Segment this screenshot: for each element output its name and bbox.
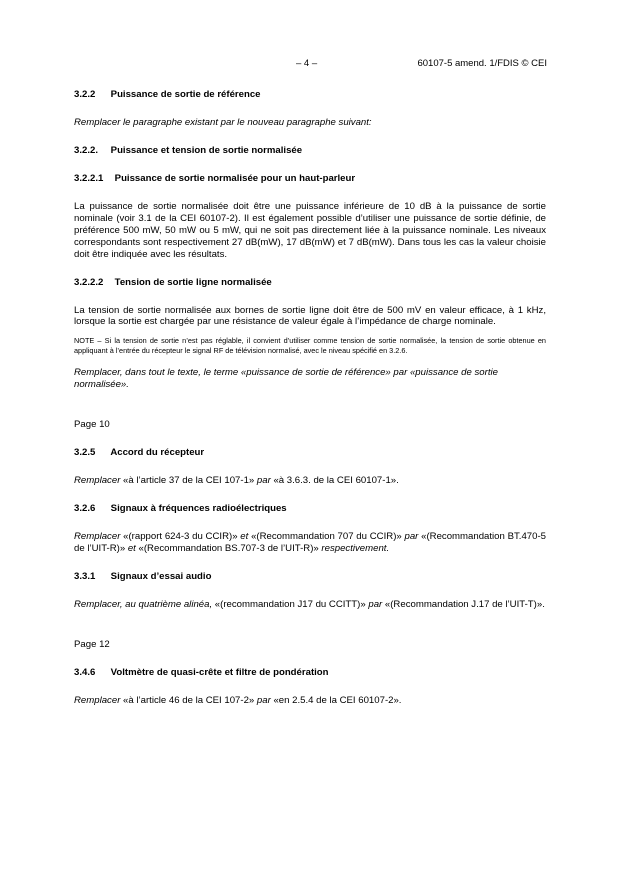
replace-word: Remplacer <box>74 694 121 706</box>
old-text-1: «(rapport 624-3 du CCIR)» <box>120 530 241 542</box>
section-number: 3.2.5 <box>74 446 96 458</box>
document-reference: 60107-5 amend. 1/FDIS © CEI <box>417 58 547 69</box>
section-number: 3.2.2 <box>74 89 96 100</box>
section-number: 3.2.2. <box>74 145 99 156</box>
heading-3-4-6 <box>74 667 546 679</box>
replace-word: Remplacer <box>74 474 121 486</box>
section-title: Signaux à fréquences radioélectriques <box>110 502 287 514</box>
heading-3-2-5 <box>74 447 546 459</box>
heading-3-2-2-1 <box>74 173 546 185</box>
by-word: par <box>404 530 419 542</box>
old-text-2: «(Recommandation 707 du CCIR)» <box>248 530 405 542</box>
and-word: et <box>240 530 249 542</box>
section-title: Accord du récepteur <box>110 446 205 458</box>
old-text: «(recommandation J17 du CCITT)» <box>212 598 369 610</box>
replacement-3-2-6 <box>74 531 546 555</box>
instruction-replace-paragraph: Remplacer le paragraphe existant par le nouveau paragraphe suivant: <box>74 117 372 128</box>
paragraph-3-2-2-2: La tension de sortie normalisée aux bornes de sortie ligne doit être de 500 mV en valeur efficace, à 1 kHz, lorsque la sortie est chargée par une résistance de valeur égale à l’impédance de charge nominale. <box>74 304 546 328</box>
new-text: «(Recommandation J.17 de l’UIT-T)». <box>382 598 545 610</box>
section-title: Puissance de sortie de référence <box>110 89 261 100</box>
replace-word: Remplacer <box>74 530 121 542</box>
section-title: Voltmètre de quasi-crête et filtre de pondération <box>110 666 329 678</box>
page-reference-12: Page 12 <box>74 638 110 650</box>
old-text: «à l’article 37 de la CEI 107-1» <box>120 474 257 486</box>
and-word-2: et <box>127 542 136 554</box>
section-title: Signaux d’essai audio <box>110 570 212 582</box>
page-number: – 4 – <box>296 58 318 69</box>
heading-3-2-2 <box>74 89 546 101</box>
old-text: «à l’article 46 de la CEI 107-2» <box>120 694 257 706</box>
section-title: Tension de sortie ligne normalisée <box>114 276 272 288</box>
page-reference-10: Page 10 <box>74 418 110 430</box>
heading-3-3-1 <box>74 571 546 583</box>
section-number: 3.3.1 <box>74 570 96 582</box>
heading-3-2-2-2 <box>74 277 546 289</box>
paragraph-3-2-2-1: La puissance de sortie normalisée doit être une puissance inférieure de 10 dB à la puissance de sortie nominale (voir 3.1 de la CEI 60107-2). Il est également possible d’utiliser une puissance de sortie définie, de préférence 500 mW, 50 mW ou 5 mW, qui ne soit pas directement liée à la puissance nominale. Les niveaux correspondants sont respectivement 27 dB(mW), 17 dB(mW) et 7 dB(mW). Dans tous les cas la valeur choisie doit être indiquée avec les résultats. <box>74 201 546 260</box>
new-text: «en 2.5.4 de la CEI 60107-2». <box>270 694 402 706</box>
section-number: 3.2.2.2 <box>74 276 104 288</box>
instruction-replace-term: Remplacer, dans tout le texte, le terme «puissance de sortie de référence» par «puissance de sortie normalisée». <box>74 367 498 391</box>
by-word: par <box>256 694 271 706</box>
replace-phrase: Remplacer, au quatrième alinéa, <box>74 598 213 610</box>
section-number: 3.2.2.1 <box>74 173 104 184</box>
new-text-1: «(Recommandation BT.470-5 de l’UIT-R)» <box>74 530 546 554</box>
replacement-3-4-6 <box>74 695 546 707</box>
by-word: par <box>256 474 271 486</box>
note: NOTE – Si la tension de sortie n’est pas réglable, il convient d’utiliser comme tension de sortie normalisée, la tension de sortie obtenue en appliquant à l’entrée du récepteur le signal RF de télévision normalisé, avec le niveau spécifié en 3.2.6. <box>74 336 546 355</box>
new-text: «à 3.6.3. de la CEI 60107-1». <box>270 474 399 486</box>
respectively-word: respectivement. <box>321 542 390 554</box>
section-number: 3.2.6 <box>74 502 96 514</box>
heading-3-2-6 <box>74 503 546 515</box>
replacement-3-2-5 <box>74 475 546 487</box>
page-header <box>0 58 619 72</box>
section-title: Puissance de sortie normalisée pour un haut-parleur <box>114 173 356 184</box>
by-word: par <box>368 598 383 610</box>
section-title: Puissance et tension de sortie normalisée <box>110 145 303 156</box>
document-body <box>74 89 546 723</box>
section-number: 3.4.6 <box>74 666 96 678</box>
heading-3-2-2-new <box>74 145 546 157</box>
replacement-3-3-1 <box>74 599 546 611</box>
new-text-2: «(Recommandation BS.707-3 de l’UIT-R)» <box>135 542 322 554</box>
